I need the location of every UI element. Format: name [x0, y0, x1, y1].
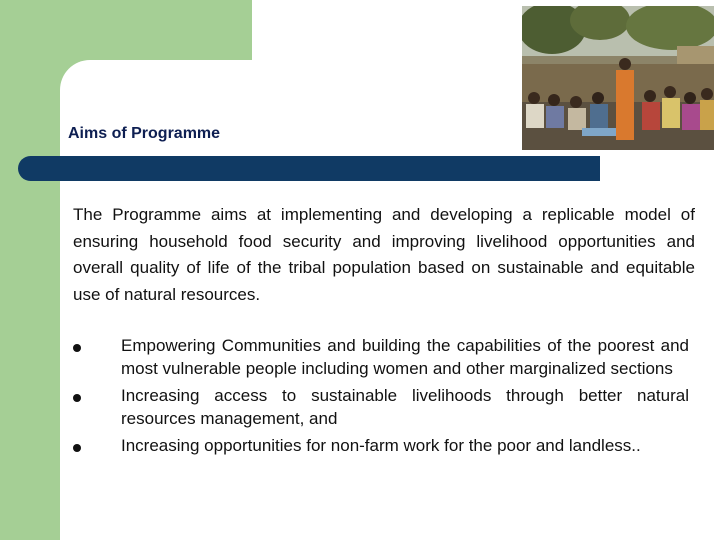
aims-bullet-list	[73, 334, 695, 461]
title-underline-bar	[18, 156, 600, 181]
bullet-text: Increasing access to sustainable livelihoods through better natural resources management, and	[121, 386, 689, 428]
bullet-item	[73, 334, 695, 380]
bullet-text: Empowering Communities and building the capabilities of the poorest and most vulnerable people including women and other marginalized sections	[121, 336, 689, 378]
community-meeting-photo	[522, 6, 714, 150]
bullet-item	[73, 434, 695, 457]
slide-title: Aims of Programme	[68, 125, 221, 142]
bullet-dot-icon	[73, 394, 81, 402]
bullet-dot-icon	[73, 344, 81, 352]
bullet-item	[73, 384, 695, 430]
intro-paragraph: The Programme aims at implementing and developing a replicable model of ensuring household food security and improving livelihood opportunities and overall quality of life of the tribal population based on sustainable and equitable use of natural resources.	[73, 205, 695, 304]
bullet-dot-icon	[73, 444, 81, 452]
bullet-text: Increasing opportunities for non-farm work for the poor and landless..	[121, 436, 641, 455]
